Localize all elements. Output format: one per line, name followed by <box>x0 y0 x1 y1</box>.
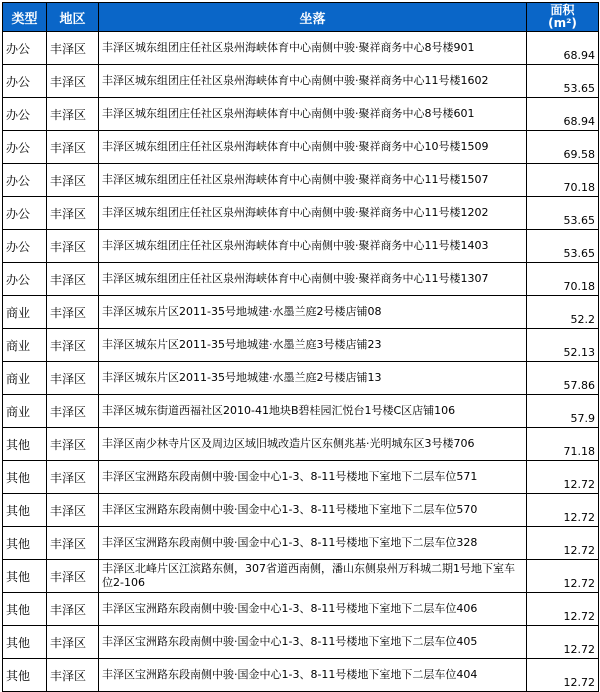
cell-location: 丰泽区城东组团庄任社区泉州海峡体育中心南侧中骏·聚祥商务中心10号楼1509 <box>99 131 527 164</box>
cell-location: 丰泽区城东组团庄任社区泉州海峡体育中心南侧中骏·聚祥商务中心11号楼1307 <box>99 263 527 296</box>
cell-area: 53.65 <box>527 65 599 98</box>
cell-type: 商业 <box>3 296 47 329</box>
cell-area: 52.13 <box>527 329 599 362</box>
cell-type: 其他 <box>3 626 47 659</box>
cell-type: 办公 <box>3 263 47 296</box>
cell-district: 丰泽区 <box>47 494 99 527</box>
cell-area: 57.9 <box>527 395 599 428</box>
cell-type: 办公 <box>3 65 47 98</box>
cell-type: 办公 <box>3 230 47 263</box>
cell-area: 71.18 <box>527 428 599 461</box>
cell-district: 丰泽区 <box>47 659 99 692</box>
header-area <box>527 3 599 32</box>
cell-location: 丰泽区城东片区2011-35号地城建·水墨兰庭2号楼店铺08 <box>99 296 527 329</box>
cell-location: 丰泽区城东组团庄任社区泉州海峡体育中心南侧中骏·聚祥商务中心11号楼1507 <box>99 164 527 197</box>
cell-location: 丰泽区宝洲路东段南侧中骏·国金中心1-3、8-11号楼地下室地下二层车位406 <box>99 593 527 626</box>
cell-area: 69.58 <box>527 131 599 164</box>
cell-area: 52.2 <box>527 296 599 329</box>
table-row <box>3 593 599 626</box>
cell-district: 丰泽区 <box>47 98 99 131</box>
table-row <box>3 98 599 131</box>
table-row <box>3 131 599 164</box>
table-row <box>3 461 599 494</box>
cell-area: 68.94 <box>527 32 599 65</box>
cell-district: 丰泽区 <box>47 131 99 164</box>
cell-area: 12.72 <box>527 527 599 560</box>
header-area-label: 面积 <box>550 3 575 17</box>
table-header <box>3 3 599 32</box>
cell-type: 商业 <box>3 395 47 428</box>
cell-district: 丰泽区 <box>47 164 99 197</box>
table-row <box>3 494 599 527</box>
cell-area: 68.94 <box>527 98 599 131</box>
cell-type: 办公 <box>3 164 47 197</box>
cell-area: 53.65 <box>527 197 599 230</box>
cell-location: 丰泽区宝洲路东段南侧中骏·国金中心1-3、8-11号楼地下室地下二层车位404 <box>99 659 527 692</box>
cell-type: 商业 <box>3 329 47 362</box>
cell-area: 57.86 <box>527 362 599 395</box>
cell-location: 丰泽区宝洲路东段南侧中骏·国金中心1-3、8-11号楼地下室地下二层车位328 <box>99 527 527 560</box>
header-row <box>3 3 599 32</box>
table-row <box>3 230 599 263</box>
cell-district: 丰泽区 <box>47 65 99 98</box>
cell-location: 丰泽区城东片区2011-35号地城建·水墨兰庭2号楼店铺13 <box>99 362 527 395</box>
cell-district: 丰泽区 <box>47 263 99 296</box>
cell-district: 丰泽区 <box>47 593 99 626</box>
cell-district: 丰泽区 <box>47 329 99 362</box>
header-area-unit: (m²) <box>548 16 577 30</box>
cell-type: 其他 <box>3 560 47 593</box>
cell-type: 办公 <box>3 197 47 230</box>
table-row <box>3 527 599 560</box>
cell-district: 丰泽区 <box>47 560 99 593</box>
table-row <box>3 32 599 65</box>
cell-district: 丰泽区 <box>47 461 99 494</box>
cell-area: 12.72 <box>527 593 599 626</box>
cell-area: 12.72 <box>527 659 599 692</box>
cell-location: 丰泽区城东组团庄任社区泉州海峡体育中心南侧中骏·聚祥商务中心11号楼1602 <box>99 65 527 98</box>
cell-type: 其他 <box>3 428 47 461</box>
cell-district: 丰泽区 <box>47 296 99 329</box>
cell-type: 其他 <box>3 527 47 560</box>
cell-location: 丰泽区城东组团庄任社区泉州海峡体育中心南侧中骏·聚祥商务中心8号楼601 <box>99 98 527 131</box>
cell-type: 办公 <box>3 98 47 131</box>
cell-location: 丰泽区宝洲路东段南侧中骏·国金中心1-3、8-11号楼地下室地下二层车位571 <box>99 461 527 494</box>
cell-area: 12.72 <box>527 461 599 494</box>
cell-type: 其他 <box>3 494 47 527</box>
header-district: 地区 <box>47 3 99 32</box>
cell-location: 丰泽区北峰片区江滨路东侧，307省道西南侧，潘山东侧泉州万科城二期1号地下室车位2-106 <box>99 560 527 593</box>
cell-area: 53.65 <box>527 230 599 263</box>
cell-location: 丰泽区宝洲路东段南侧中骏·国金中心1-3、8-11号楼地下室地下二层车位405 <box>99 626 527 659</box>
table-row <box>3 362 599 395</box>
cell-location: 丰泽区城东片区2011-35号地城建·水墨兰庭3号楼店铺23 <box>99 329 527 362</box>
cell-area: 70.18 <box>527 164 599 197</box>
table-row <box>3 296 599 329</box>
cell-location: 丰泽区城东组团庄任社区泉州海峡体育中心南侧中骏·聚祥商务中心8号楼901 <box>99 32 527 65</box>
cell-district: 丰泽区 <box>47 197 99 230</box>
table-row <box>3 329 599 362</box>
cell-district: 丰泽区 <box>47 626 99 659</box>
property-table <box>2 2 599 692</box>
cell-location: 丰泽区南少林寺片区及周边区域旧城改造片区东侧兆基·光明城东区3号楼706 <box>99 428 527 461</box>
cell-area: 12.72 <box>527 560 599 593</box>
cell-area: 12.72 <box>527 626 599 659</box>
cell-district: 丰泽区 <box>47 527 99 560</box>
cell-type: 其他 <box>3 461 47 494</box>
table-row <box>3 659 599 692</box>
cell-type: 其他 <box>3 659 47 692</box>
cell-district: 丰泽区 <box>47 395 99 428</box>
table-row <box>3 164 599 197</box>
cell-type: 商业 <box>3 362 47 395</box>
table-row <box>3 626 599 659</box>
cell-area: 12.72 <box>527 494 599 527</box>
cell-district: 丰泽区 <box>47 362 99 395</box>
table-body <box>3 32 599 692</box>
cell-location: 丰泽区城东街道西福社区2010-41地块B碧桂园汇悦台1号楼C区店铺106 <box>99 395 527 428</box>
header-location: 坐落 <box>99 3 527 32</box>
cell-location: 丰泽区宝洲路东段南侧中骏·国金中心1-3、8-11号楼地下室地下二层车位570 <box>99 494 527 527</box>
header-type: 类型 <box>3 3 47 32</box>
table-row <box>3 197 599 230</box>
cell-location: 丰泽区城东组团庄任社区泉州海峡体育中心南侧中骏·聚祥商务中心11号楼1403 <box>99 230 527 263</box>
table-row <box>3 560 599 593</box>
cell-area: 70.18 <box>527 263 599 296</box>
cell-district: 丰泽区 <box>47 428 99 461</box>
cell-district: 丰泽区 <box>47 230 99 263</box>
table-row <box>3 395 599 428</box>
table-row <box>3 263 599 296</box>
cell-type: 办公 <box>3 131 47 164</box>
cell-district: 丰泽区 <box>47 32 99 65</box>
table-row <box>3 65 599 98</box>
cell-location: 丰泽区城东组团庄任社区泉州海峡体育中心南侧中骏·聚祥商务中心11号楼1202 <box>99 197 527 230</box>
table-row <box>3 428 599 461</box>
cell-type: 办公 <box>3 32 47 65</box>
cell-type: 其他 <box>3 593 47 626</box>
